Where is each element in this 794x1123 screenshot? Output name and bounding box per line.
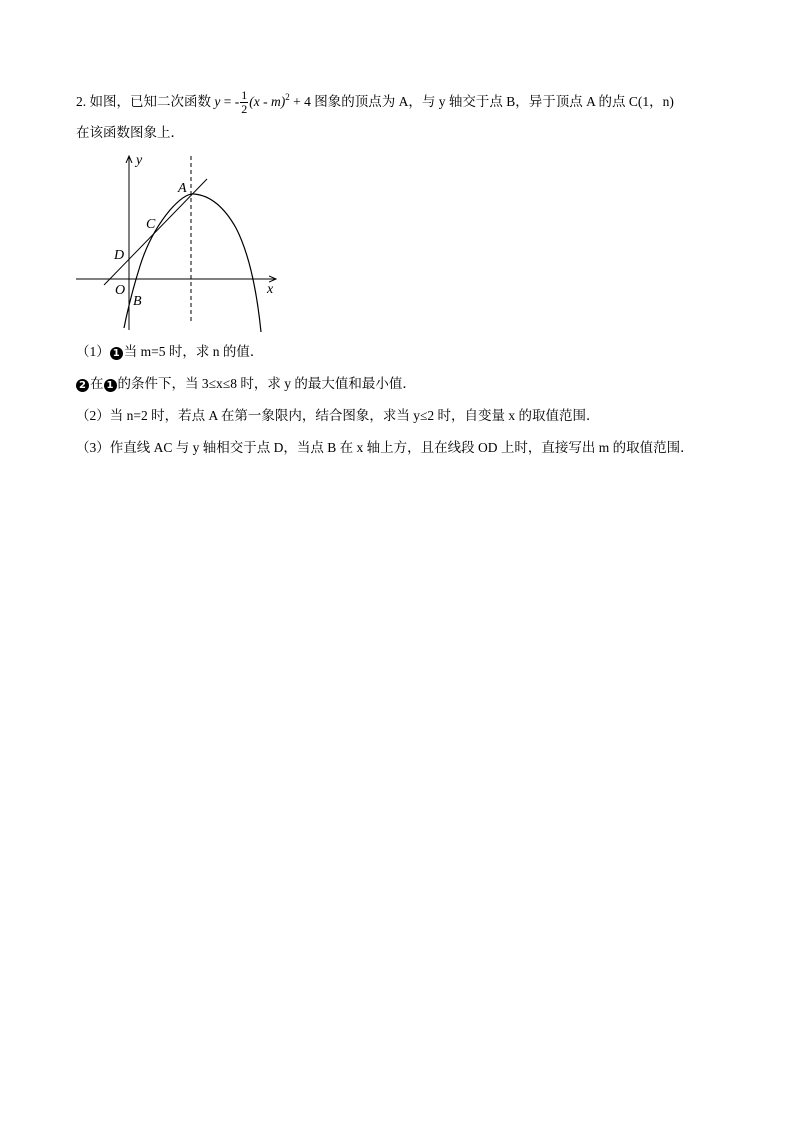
label-y-axis: y: [136, 153, 143, 168]
q1-circle-marker: 1: [110, 347, 123, 360]
frac-denominator: 2: [241, 102, 248, 117]
question-1: [76, 343, 263, 361]
problem-line-2: 在该函数图象上．: [76, 125, 184, 140]
eq-plus: + 4: [289, 94, 311, 109]
problem-intro-b: 图象的顶点为 A，与 y 轴交于点 B，异于顶点 A 的点 C(1，n): [314, 94, 674, 109]
q1b-text-b: 的条件下，当 3≤x≤8 时，求 y 的最大值和最小值．: [117, 376, 416, 391]
q1b-circle-ref: 1: [104, 379, 117, 392]
eq-fraction: [240, 89, 248, 116]
q1-prefix: （1）: [76, 344, 110, 359]
parabola-curve: [124, 194, 261, 332]
eq-sign: = -: [220, 94, 240, 109]
q1-text: 当 m=5 时，求 n 的值．: [123, 344, 264, 359]
question-3: （3）作直线 AC 与 y 轴相交于点 D，当点 B 在 x 轴上方，且在线段 OD 上时，直接写出 m 的取值范围．: [76, 440, 694, 455]
q1b-text-a: 在: [90, 376, 104, 391]
eq-paren: (x - m): [249, 94, 286, 109]
label-origin: O: [115, 283, 126, 298]
parabola-figure: [70, 148, 290, 340]
line-AC: [104, 179, 207, 285]
frac-numerator: 1: [241, 88, 248, 103]
eq-exponent: 2: [285, 92, 290, 102]
problem-number: 2.: [76, 94, 87, 109]
problem-intro-a: 如图，已知二次函数: [89, 94, 211, 109]
q1b-circle-marker: 2: [76, 379, 89, 392]
question-2: （2）当 n=2 时，若点 A 在第一象限内，结合图象，求当 y≤2 时，自变量 x 的取值范围．: [76, 408, 600, 423]
question-1b: [76, 375, 416, 393]
label-point-B: B: [133, 294, 142, 309]
eq-y: y: [214, 94, 221, 109]
equation: [214, 88, 314, 117]
problem-line-1: [76, 88, 674, 116]
label-point-D: D: [114, 248, 125, 263]
label-point-A: A: [178, 181, 187, 196]
label-point-C: C: [146, 217, 156, 232]
label-x-axis: x: [267, 282, 274, 297]
